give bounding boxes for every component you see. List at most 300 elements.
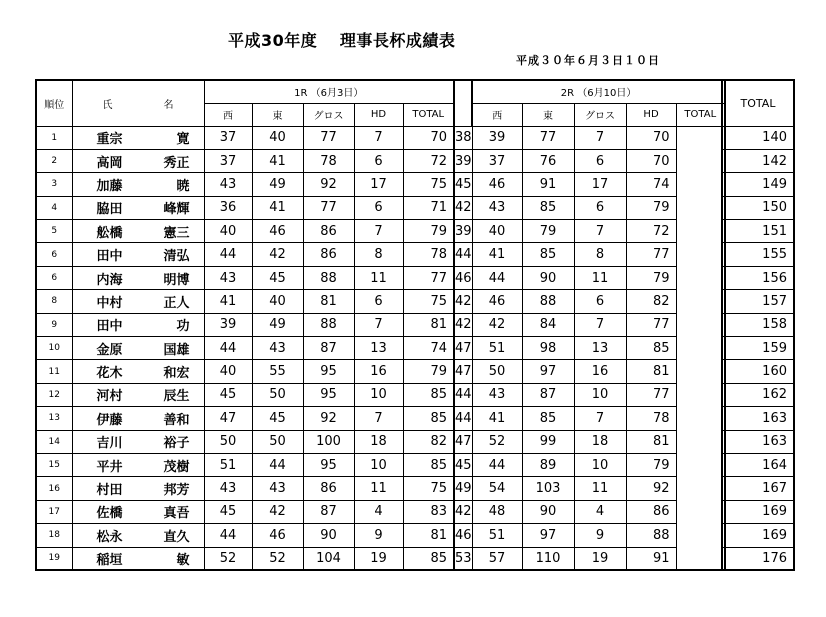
first-name: 寛 (176, 132, 190, 148)
r2-gross-cell: 97 (522, 524, 574, 547)
r1-hd-cell: 11 (354, 477, 403, 500)
grand-total-cell: 163 (722, 430, 794, 453)
header-r2-total: TOTAL (676, 103, 725, 126)
r1-hd-cell: 7 (354, 407, 403, 430)
header-rank: 順位 (36, 80, 72, 126)
r1-west-cell: 40 (204, 220, 252, 243)
table-row (36, 266, 725, 289)
r1-gross-cell: 77 (303, 196, 354, 219)
r2-total-cell: 79 (626, 266, 676, 289)
r1-hd-cell: 17 (354, 173, 403, 196)
r1-gross-cell: 87 (303, 500, 354, 523)
player-name (72, 220, 204, 243)
last-name: 松永 (96, 529, 123, 545)
r1-gross-cell: 104 (303, 547, 354, 570)
r2-total-cell: 86 (626, 500, 676, 523)
grand-total-cell: 160 (722, 360, 794, 383)
r2-east-cell: 43 (472, 383, 522, 406)
r1-west-cell: 41 (204, 290, 252, 313)
r2-total-cell: 85 (626, 337, 676, 360)
table-row (36, 243, 725, 266)
r2-west-cell: 44 (454, 383, 472, 406)
r2-west-cell: 42 (454, 196, 472, 219)
last-name: 加藤 (96, 178, 123, 194)
r2-hd-cell: 6 (574, 149, 626, 172)
rank-cell: 2 (36, 149, 72, 172)
rank-cell: 14 (36, 430, 72, 453)
table-row (36, 407, 725, 430)
r2-east-cell: 46 (472, 290, 522, 313)
header-grand-total: TOTAL (722, 80, 794, 126)
r1-west-cell: 44 (204, 337, 252, 360)
rank-cell: 8 (36, 290, 72, 313)
r1-west-cell: 37 (204, 126, 252, 149)
r2-west-cell: 44 (454, 243, 472, 266)
grand-total-row (722, 126, 794, 149)
grand-total-cell: 159 (722, 337, 794, 360)
r1-east-cell: 55 (252, 360, 303, 383)
last-name: 田中 (96, 319, 123, 335)
r2-east-cell: 41 (472, 243, 522, 266)
rank-cell: 4 (36, 196, 72, 219)
r2-hd-cell: 4 (574, 500, 626, 523)
r2-west-cell: 45 (454, 173, 472, 196)
r2-hd-cell: 11 (574, 266, 626, 289)
r2-east-cell: 39 (472, 126, 522, 149)
rank-cell: 13 (36, 407, 72, 430)
last-name: 吉川 (96, 436, 123, 452)
table-row (36, 196, 725, 219)
r2-total-cell: 74 (626, 173, 676, 196)
first-name: 裕子 (163, 436, 190, 452)
player-name (72, 430, 204, 453)
last-name: 稲垣 (96, 552, 123, 568)
header-r1-hd: HD (354, 103, 403, 126)
last-name: 花木 (96, 366, 123, 382)
r1-hd-cell: 13 (354, 337, 403, 360)
r1-total-cell: 82 (403, 430, 454, 453)
round-gap (454, 80, 472, 126)
r1-hd-cell: 4 (354, 500, 403, 523)
grand-total-cell: 155 (722, 243, 794, 266)
last-name: 内海 (96, 272, 123, 288)
r2-hd-cell: 7 (574, 220, 626, 243)
grand-total-row (722, 360, 794, 383)
r2-east-cell: 44 (472, 453, 522, 476)
header-r1-total: TOTAL (403, 103, 454, 126)
r1-total-cell: 70 (403, 126, 454, 149)
last-name: 平井 (96, 459, 123, 475)
r2-west-cell: 47 (454, 360, 472, 383)
r2-east-cell: 52 (472, 430, 522, 453)
r1-gross-cell: 81 (303, 290, 354, 313)
rank-cell: 17 (36, 500, 72, 523)
r1-west-cell: 44 (204, 243, 252, 266)
r1-west-cell: 40 (204, 360, 252, 383)
r2-west-cell: 49 (454, 477, 472, 500)
r2-east-cell: 51 (472, 524, 522, 547)
grand-total-cell: 163 (722, 407, 794, 430)
r2-gross-cell: 84 (522, 313, 574, 336)
r2-east-cell: 48 (472, 500, 522, 523)
r1-total-cell: 81 (403, 313, 454, 336)
grand-total-cell: 150 (722, 196, 794, 219)
first-name: 和宏 (163, 366, 190, 382)
table-row (36, 524, 725, 547)
rank-cell: 6 (36, 266, 72, 289)
r1-east-cell: 45 (252, 266, 303, 289)
r1-total-cell: 77 (403, 266, 454, 289)
r1-total-cell: 79 (403, 360, 454, 383)
r2-west-cell: 47 (454, 430, 472, 453)
r2-total-cell: 77 (626, 383, 676, 406)
first-name: 正人 (163, 295, 190, 311)
r2-gross-cell: 103 (522, 477, 574, 500)
r2-total-cell: 82 (626, 290, 676, 313)
r1-gross-cell: 95 (303, 383, 354, 406)
grand-total-cell: 162 (722, 383, 794, 406)
r2-total-cell: 81 (626, 430, 676, 453)
r2-total-cell: 72 (626, 220, 676, 243)
r2-gross-cell: 77 (522, 126, 574, 149)
r1-east-cell: 42 (252, 500, 303, 523)
r1-hd-cell: 10 (354, 453, 403, 476)
r2-gross-cell: 85 (522, 407, 574, 430)
grand-total-row (722, 453, 794, 476)
last-name: 田中 (96, 249, 123, 265)
r1-west-cell: 37 (204, 149, 252, 172)
rank-cell: 12 (36, 383, 72, 406)
r2-west-cell: 38 (454, 126, 472, 149)
grand-total-cell: 156 (722, 266, 794, 289)
player-name (72, 126, 204, 149)
r1-gross-cell: 92 (303, 407, 354, 430)
r2-hd-cell: 19 (574, 547, 626, 570)
first-name: 峰輝 (163, 202, 190, 218)
r1-west-cell: 43 (204, 477, 252, 500)
table-row (36, 173, 725, 196)
r1-east-cell: 41 (252, 149, 303, 172)
r2-hd-cell: 8 (574, 243, 626, 266)
table-row (36, 126, 725, 149)
player-name (72, 290, 204, 313)
r2-east-cell: 50 (472, 360, 522, 383)
table-row (36, 290, 725, 313)
table-row (36, 313, 725, 336)
r2-gross-cell: 90 (522, 500, 574, 523)
grand-total-cell: 142 (722, 149, 794, 172)
r2-gross-cell: 79 (522, 220, 574, 243)
r2-hd-cell: 17 (574, 173, 626, 196)
r2-hd-cell: 16 (574, 360, 626, 383)
r2-east-cell: 51 (472, 337, 522, 360)
r2-hd-cell: 6 (574, 196, 626, 219)
r2-west-cell: 45 (454, 453, 472, 476)
player-name (72, 477, 204, 500)
r2-hd-cell: 11 (574, 477, 626, 500)
r1-gross-cell: 95 (303, 360, 354, 383)
r1-west-cell: 47 (204, 407, 252, 430)
r1-west-cell: 39 (204, 313, 252, 336)
r1-hd-cell: 9 (354, 524, 403, 547)
scores-table (35, 79, 726, 571)
grand-total-row (722, 500, 794, 523)
first-name: 辰生 (163, 389, 190, 405)
r2-hd-cell: 10 (574, 453, 626, 476)
header-r2-hd: HD (626, 103, 676, 126)
r1-west-cell: 44 (204, 524, 252, 547)
rank-cell: 19 (36, 547, 72, 570)
last-name: 河村 (96, 389, 123, 405)
player-name (72, 266, 204, 289)
last-name: 金原 (96, 342, 123, 358)
r1-hd-cell: 18 (354, 430, 403, 453)
r2-total-cell: 78 (626, 407, 676, 430)
r2-east-cell: 37 (472, 149, 522, 172)
r2-east-cell: 41 (472, 407, 522, 430)
rank-cell: 1 (36, 126, 72, 149)
player-name (72, 196, 204, 219)
table-row (36, 453, 725, 476)
r2-hd-cell: 10 (574, 383, 626, 406)
r1-hd-cell: 6 (354, 196, 403, 219)
r2-hd-cell: 7 (574, 313, 626, 336)
r2-gross-cell: 76 (522, 149, 574, 172)
grand-total-row (722, 477, 794, 500)
grand-total-cell: 149 (722, 173, 794, 196)
r1-hd-cell: 11 (354, 266, 403, 289)
r1-east-cell: 50 (252, 383, 303, 406)
last-name: 舩橋 (96, 225, 123, 241)
page-title: 平成30年度 理事長杯成績表 (228, 31, 456, 50)
r2-west-cell: 39 (454, 220, 472, 243)
r1-east-cell: 46 (252, 524, 303, 547)
grand-total-row (722, 266, 794, 289)
grand-total-row (722, 149, 794, 172)
header-r1-west: 西 (204, 103, 252, 126)
r2-total-cell: 91 (626, 547, 676, 570)
r1-hd-cell: 6 (354, 290, 403, 313)
r1-total-cell: 85 (403, 383, 454, 406)
rank-cell: 10 (36, 337, 72, 360)
player-name (72, 500, 204, 523)
r2-west-cell: 39 (454, 149, 472, 172)
header-name-2: 名 (163, 99, 174, 111)
player-name (72, 173, 204, 196)
r1-total-cell: 75 (403, 290, 454, 313)
r1-total-cell: 81 (403, 524, 454, 547)
r2-gross-cell: 87 (522, 383, 574, 406)
grand-total-cell: 169 (722, 524, 794, 547)
r2-east-cell: 40 (472, 220, 522, 243)
r1-east-cell: 44 (252, 453, 303, 476)
r2-west-cell: 42 (454, 500, 472, 523)
r2-total-cell: 77 (626, 313, 676, 336)
grand-total-row (722, 243, 794, 266)
grand-total-row (722, 220, 794, 243)
header-r2-east: 東 (522, 103, 574, 126)
table-row (36, 547, 725, 570)
r1-west-cell: 51 (204, 453, 252, 476)
player-name (72, 407, 204, 430)
r2-gross-cell: 90 (522, 266, 574, 289)
grand-total-row (722, 430, 794, 453)
rank-cell: 18 (36, 524, 72, 547)
player-name (72, 383, 204, 406)
table-row (36, 337, 725, 360)
r1-east-cell: 43 (252, 477, 303, 500)
r1-gross-cell: 90 (303, 524, 354, 547)
r1-total-cell: 72 (403, 149, 454, 172)
r2-total-cell: 79 (626, 196, 676, 219)
first-name: 功 (176, 319, 190, 335)
r1-gross-cell: 87 (303, 337, 354, 360)
r2-gross-cell: 89 (522, 453, 574, 476)
r2-east-cell: 43 (472, 196, 522, 219)
player-name (72, 337, 204, 360)
first-name: 暁 (176, 178, 190, 194)
r2-west-cell: 47 (454, 337, 472, 360)
r1-east-cell: 52 (252, 547, 303, 570)
r1-total-cell: 71 (403, 196, 454, 219)
grand-total-cell: 157 (722, 290, 794, 313)
grand-total-row (722, 173, 794, 196)
table-row (36, 220, 725, 243)
table-row (36, 149, 725, 172)
r1-gross-cell: 92 (303, 173, 354, 196)
r1-east-cell: 41 (252, 196, 303, 219)
grand-total-cell: 158 (722, 313, 794, 336)
rank-cell: 9 (36, 313, 72, 336)
grand-total-row (722, 407, 794, 430)
r1-hd-cell: 7 (354, 220, 403, 243)
first-name: 秀正 (163, 155, 190, 171)
grand-total-row (722, 547, 794, 570)
r2-west-cell: 42 (454, 290, 472, 313)
r1-west-cell: 52 (204, 547, 252, 570)
first-name: 清弘 (163, 249, 190, 265)
r1-east-cell: 49 (252, 313, 303, 336)
r1-hd-cell: 7 (354, 126, 403, 149)
r2-total-cell: 88 (626, 524, 676, 547)
grand-total-row (722, 383, 794, 406)
header-r1-gross: グロス (303, 103, 354, 126)
r1-gross-cell: 88 (303, 266, 354, 289)
player-name (72, 313, 204, 336)
player-name (72, 149, 204, 172)
r1-hd-cell: 8 (354, 243, 403, 266)
r1-west-cell: 43 (204, 173, 252, 196)
first-name: 邦芳 (163, 483, 190, 499)
grand-total-cell: 151 (722, 220, 794, 243)
header-r2-west: 西 (472, 103, 522, 126)
r1-east-cell: 43 (252, 337, 303, 360)
rank-cell: 6 (36, 243, 72, 266)
r1-total-cell: 75 (403, 477, 454, 500)
r2-gross-cell: 91 (522, 173, 574, 196)
r1-east-cell: 46 (252, 220, 303, 243)
table-row (36, 360, 725, 383)
r1-east-cell: 50 (252, 430, 303, 453)
r2-total-cell: 81 (626, 360, 676, 383)
grand-total-table (721, 79, 795, 571)
first-name: 善和 (163, 412, 190, 428)
r2-total-cell: 79 (626, 453, 676, 476)
first-name: 直久 (163, 529, 190, 545)
rank-cell: 16 (36, 477, 72, 500)
r2-total-cell: 70 (626, 126, 676, 149)
player-name (72, 453, 204, 476)
grand-total-cell: 169 (722, 500, 794, 523)
r1-total-cell: 85 (403, 547, 454, 570)
player-name (72, 524, 204, 547)
r1-west-cell: 50 (204, 430, 252, 453)
r2-gross-cell: 85 (522, 243, 574, 266)
rank-cell: 15 (36, 453, 72, 476)
r1-west-cell: 45 (204, 500, 252, 523)
first-name: 明博 (163, 272, 190, 288)
r2-total-cell: 70 (626, 149, 676, 172)
last-name: 佐橋 (96, 506, 123, 522)
r1-gross-cell: 88 (303, 313, 354, 336)
r1-east-cell: 40 (252, 126, 303, 149)
r1-east-cell: 49 (252, 173, 303, 196)
grand-total-row (722, 313, 794, 336)
header-name-1: 氏 (102, 99, 113, 111)
r1-total-cell: 83 (403, 500, 454, 523)
r1-hd-cell: 19 (354, 547, 403, 570)
first-name: 敏 (176, 552, 190, 568)
r1-gross-cell: 78 (303, 149, 354, 172)
r1-east-cell: 40 (252, 290, 303, 313)
r2-east-cell: 57 (472, 547, 522, 570)
r2-east-cell: 42 (472, 313, 522, 336)
r2-hd-cell: 7 (574, 407, 626, 430)
header-name (72, 80, 204, 126)
rank-cell: 3 (36, 173, 72, 196)
r2-hd-cell: 9 (574, 524, 626, 547)
grand-total-cell: 140 (722, 126, 794, 149)
r2-gross-cell: 88 (522, 290, 574, 313)
rank-cell: 11 (36, 360, 72, 383)
rank-cell: 5 (36, 220, 72, 243)
r1-hd-cell: 16 (354, 360, 403, 383)
player-name (72, 243, 204, 266)
r1-total-cell: 85 (403, 407, 454, 430)
r2-east-cell: 46 (472, 173, 522, 196)
grand-total-cell: 176 (722, 547, 794, 570)
r2-hd-cell: 13 (574, 337, 626, 360)
r2-hd-cell: 7 (574, 126, 626, 149)
r2-east-cell: 44 (472, 266, 522, 289)
r2-west-cell: 42 (454, 313, 472, 336)
r1-east-cell: 42 (252, 243, 303, 266)
r1-total-cell: 75 (403, 173, 454, 196)
r2-total-cell: 92 (626, 477, 676, 500)
player-name (72, 547, 204, 570)
r2-gross-cell: 110 (522, 547, 574, 570)
r1-gross-cell: 77 (303, 126, 354, 149)
last-name: 重宗 (96, 132, 123, 148)
last-name: 脇田 (96, 202, 123, 218)
r1-total-cell: 85 (403, 453, 454, 476)
last-name: 村田 (96, 483, 123, 499)
r1-east-cell: 45 (252, 407, 303, 430)
r2-west-cell: 46 (454, 266, 472, 289)
first-name: 茂樹 (163, 459, 190, 475)
table-row (36, 430, 725, 453)
r2-gross-cell: 99 (522, 430, 574, 453)
